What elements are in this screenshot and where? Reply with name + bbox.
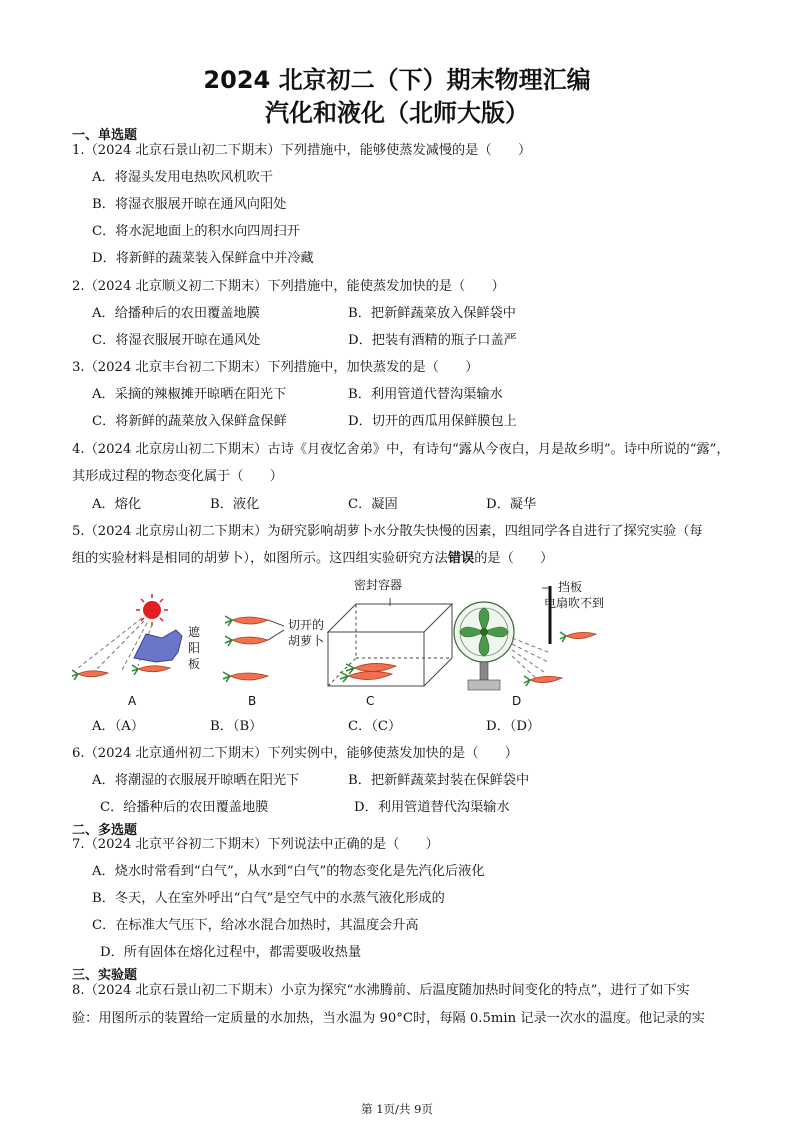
panel-label-d: D bbox=[512, 694, 522, 708]
carrot-icon bbox=[223, 672, 268, 682]
carrot-icon bbox=[225, 636, 268, 646]
question-4-stem-line2: 其形成过程的物态变化属于（ ） bbox=[72, 469, 283, 484]
page-footer: 第 1页/共 9页 bbox=[361, 1102, 433, 1116]
question-5-stem-line1: 5.（2024 北京房山初二下期末）为研究影响胡萝卜水分散失快慢的因素，四组同学各自进行了探究实验（每 bbox=[72, 524, 703, 539]
question-5-option-c: C．（C） bbox=[348, 719, 402, 734]
question-1-option-c: C．将水泥地面上的积水向四周扫开 bbox=[92, 224, 300, 239]
section-heading-experiment: 三、实验题 bbox=[72, 968, 138, 983]
question-3-stem: 3.（2024 北京丰台初二下期末）下列措施中，加快蒸发的是（ ） bbox=[72, 360, 479, 375]
question-5-emphasis: 错误 bbox=[447, 551, 475, 566]
question-7-option-a: A．烧水时常看到“白气”，从水到“白气”的物态变化是先汽化后液化 bbox=[92, 864, 485, 879]
question-2-stem: 2.（2024 北京顺义初二下期末）下列措施中，能使蒸发加快的是（ ） bbox=[72, 279, 505, 294]
question-3-option-d: D．切开的西瓜用保鲜膜包上 bbox=[348, 414, 517, 429]
question-6-stem: 6.（2024 北京通州初二下期末）下列实例中，能够使蒸发加快的是（ ） bbox=[72, 746, 518, 761]
question-4-option-a: A．熔化 bbox=[92, 497, 142, 512]
question-7-option-b: B．冬天，人在室外呼出“白气”是空气中的水蒸气液化形成的 bbox=[92, 891, 445, 906]
page-title: 2024 北京初二（下）期末物理汇编 bbox=[203, 66, 591, 94]
panel-label-c: C bbox=[366, 694, 375, 708]
question-2-option-c: C．将湿衣服展开晾在通风处 bbox=[92, 333, 261, 348]
question-6-option-c: C．给播种后的农田覆盖地膜 bbox=[100, 800, 269, 815]
question-1-option-d: D．将新鲜的蔬菜装入保鲜盒中并冷藏 bbox=[92, 251, 314, 266]
panel-a-drawing bbox=[72, 594, 182, 680]
shade-board bbox=[134, 630, 182, 662]
wind-lines bbox=[512, 638, 548, 680]
question-8-line1: 8.（2024 北京石景山初二下期末）小京为探究“水沸腾前、后温度随加热时间变化的特点”，进行了如下实 bbox=[72, 983, 690, 998]
question-6-option-a: A．将潮湿的衣服展开晾晒在阳光下 bbox=[92, 773, 300, 788]
section-heading-multi-choice: 二、多选题 bbox=[72, 823, 138, 838]
question-1-stem: 1.（2024 北京石景山初二下期末）下列措施中，能够使蒸发减慢的是（ ） bbox=[72, 143, 532, 158]
page-subtitle: 汽化和液化（北师大版） bbox=[265, 99, 529, 127]
fan-stand bbox=[480, 662, 488, 680]
question-7-stem: 7.（2024 北京平谷初二下期末）下列说法中正确的是（ ） bbox=[72, 837, 439, 852]
question-7-option-c: C．在标准大气压下，给冰水混合加热时，其温度会升高 bbox=[92, 918, 419, 933]
question-4-option-d: D．凝华 bbox=[486, 497, 537, 512]
fan-base bbox=[468, 680, 500, 690]
baffle-label: 挡板 bbox=[558, 580, 583, 594]
panel-label-a: A bbox=[128, 694, 137, 708]
question-5-stem-line2 bbox=[72, 549, 727, 569]
carrot-icon bbox=[72, 670, 108, 680]
question-1-option-b: B．将湿衣服展开晾在通风向阳处 bbox=[92, 197, 287, 212]
question-6-option-b: B．把新鲜蔬菜封装在保鲜袋中 bbox=[348, 773, 530, 788]
question-8-line2: 验：用图所示的装置给一定质量的水加热，当水温为 90°C时，每隔 0.5min 记录一次水的温度。他记录的实 bbox=[72, 1011, 705, 1026]
carrot-icon bbox=[340, 671, 392, 682]
question-5-option-a: A．（A） bbox=[92, 719, 145, 734]
carrot-icon bbox=[560, 632, 596, 642]
cut-carrot-label-line2: 胡萝卜 bbox=[288, 634, 325, 648]
sealed-container-label: 密封容器 bbox=[354, 578, 403, 592]
panel-label-b: B bbox=[248, 694, 257, 708]
carrot-icon bbox=[524, 676, 562, 686]
question-3-option-a: A．采摘的辣椒摊开晾晒在阳光下 bbox=[92, 387, 287, 402]
cut-carrot-label-line1: 切开的 bbox=[288, 618, 325, 632]
carrot-icon bbox=[225, 616, 268, 626]
sun-icon bbox=[143, 601, 161, 619]
question-2-option-d: D．把装有酒精的瓶子口盖严 bbox=[348, 333, 517, 348]
callout-line bbox=[268, 620, 284, 626]
question-2-option-b: B．把新鲜蔬菜放入保鲜袋中 bbox=[348, 306, 516, 321]
carrot-icon bbox=[132, 665, 170, 675]
question-1-option-a: A．将湿头发用电热吹风机吹干 bbox=[92, 170, 273, 185]
question-4-stem-line1: 4.（2024 北京房山初二下期末）古诗《月夜忆舍弟》中，有诗句“露从今夜白，月是故乡明”。诗中所说的“露”， bbox=[72, 442, 730, 457]
shade-board-label: 遮阳板 bbox=[188, 625, 201, 671]
question-2-option-a: A．给播种后的农田覆盖地膜 bbox=[92, 306, 260, 321]
question-3-option-c: C．将新鲜的蔬菜放入保鲜盒保鲜 bbox=[92, 414, 287, 429]
question-5-stem-text: 组的实验材料是相同的胡萝卜），如图所示。这四组实验研究方法 bbox=[72, 551, 448, 566]
question-6-option-d: D．利用管道替代沟渠输水 bbox=[354, 800, 510, 815]
callout-line bbox=[268, 630, 284, 640]
question-7-option-d: D．所有固体在熔化过程中，都需要吸收热量 bbox=[100, 945, 362, 960]
panel-b-drawing bbox=[223, 616, 284, 682]
question-5-option-d: D．（D） bbox=[486, 719, 541, 734]
panel-c-drawing bbox=[328, 598, 452, 686]
question-3-option-b: B．利用管道代替沟渠输水 bbox=[348, 387, 503, 402]
fan-blocked-label: 电扇吹不到 bbox=[544, 596, 605, 610]
section-heading-single-choice: 一、单选题 bbox=[72, 128, 138, 143]
question-5-figure bbox=[72, 576, 672, 716]
question-4-option-b: B．液化 bbox=[210, 497, 260, 512]
question-5-option-b: B．（B） bbox=[210, 719, 263, 734]
question-5-stem-end: 的是（ ） bbox=[474, 551, 554, 566]
question-4-option-c: C．凝固 bbox=[348, 497, 398, 512]
